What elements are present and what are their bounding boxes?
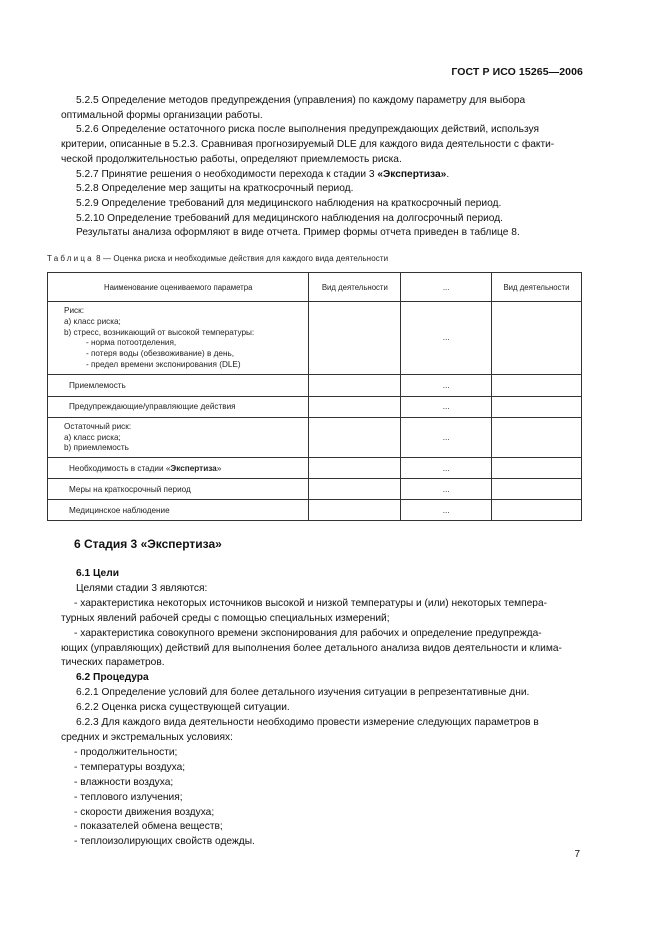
empty-cell bbox=[491, 374, 581, 396]
table-row bbox=[48, 417, 582, 457]
empty-cell bbox=[309, 396, 401, 417]
table-header-activity-n: Вид деятельности bbox=[491, 273, 581, 302]
para-5-2-7-term: «Экспертиза» bbox=[377, 168, 447, 180]
para-5-2-7-text: 5.2.7 Принятие решения о необходимости перехода к стадии 3 bbox=[76, 168, 378, 180]
param-item: - показателей обмена веществ; bbox=[74, 821, 223, 833]
page-number: 7 bbox=[574, 849, 580, 860]
row-label-end: » bbox=[216, 463, 222, 473]
cell-line: b) приемлемость bbox=[64, 443, 129, 453]
ellipsis-cell: ... bbox=[401, 374, 492, 396]
empty-cell bbox=[309, 302, 401, 375]
table-row bbox=[48, 500, 582, 521]
empty-cell bbox=[491, 417, 581, 457]
para-5-2-7 bbox=[61, 168, 585, 183]
ellipsis-cell: ... bbox=[401, 458, 492, 479]
row-label-text: Необходимость в стадии « bbox=[69, 463, 171, 473]
row-label bbox=[48, 458, 309, 479]
ellipsis-cell: ... bbox=[401, 302, 492, 375]
subsection-6-2-title: 6.2 Процедура bbox=[76, 672, 149, 684]
para-6-2-2: 6.2.2 Оценка риска существующей ситуации. bbox=[76, 702, 290, 714]
risk-table bbox=[47, 272, 582, 521]
table-header-ellipsis: ... bbox=[401, 273, 492, 302]
ellipsis-cell: ... bbox=[401, 417, 492, 457]
top-paragraphs bbox=[61, 94, 585, 241]
empty-cell bbox=[491, 302, 581, 375]
cell-line: - потеря воды (обезвоживание) в день, bbox=[86, 349, 235, 359]
section-6-body bbox=[61, 567, 585, 850]
table-caption-text: 8 — Оценка риска и необходимые действия для каждого вида деятельности bbox=[93, 254, 389, 263]
param-item: - теплового излучения; bbox=[74, 791, 183, 803]
para-5-2-10: 5.2.10 Определение требований для медицинского наблюдения на долгосрочный период. bbox=[76, 212, 504, 224]
goal-2: - характеристика совокупного времени экспонирования для рабочих и определение предупрежда- bbox=[74, 627, 542, 639]
cell-line: Остаточный риск: bbox=[64, 421, 132, 431]
param-item: - влажности воздуха; bbox=[74, 776, 174, 788]
table-row bbox=[48, 374, 582, 396]
cell-line: - норма потоотделения, bbox=[86, 338, 177, 348]
para-result: Результаты анализа оформляют в виде отчета. Пример формы отчета приведен в таблице 8. bbox=[76, 227, 520, 239]
goal-1: - характеристика некоторых источников высокой и низкой температуры и (или) некоторых темпера- bbox=[74, 597, 548, 609]
document-header: ГОСТ Р ИСО 15265—2006 bbox=[451, 66, 583, 78]
ellipsis-cell: ... bbox=[401, 396, 492, 417]
goal-2-cont2: тических параметров. bbox=[61, 657, 165, 669]
table-row bbox=[48, 302, 582, 375]
table-row bbox=[48, 396, 582, 417]
ellipsis-cell: ... bbox=[401, 500, 492, 521]
table-header-parameter: Наименование оцениваемого параметра bbox=[48, 273, 309, 302]
para-5-2-5: 5.2.5 Определение методов предупреждения (управления) по каждому параметру для выбора bbox=[76, 95, 526, 106]
row-label: Медицинское наблюдение bbox=[48, 500, 309, 521]
goals-intro: Целями стадии 3 являются: bbox=[76, 582, 208, 594]
goal-2-cont1: ющих (управляющих) действий для выполнения более детального анализа видов деятельности и клима- bbox=[61, 642, 562, 654]
empty-cell bbox=[309, 374, 401, 396]
table-row bbox=[48, 458, 582, 479]
table-caption-prefix: Таблица bbox=[47, 254, 94, 263]
para-6-2-3-cont: средних и экстремальных условиях: bbox=[61, 731, 233, 743]
param-item: - продолжительности; bbox=[74, 746, 178, 758]
para-5-2-8: 5.2.8 Определение мер защиты на краткосрочный период. bbox=[76, 183, 354, 195]
cell-line: а) класс риска; bbox=[64, 316, 121, 326]
param-item: - скорости движения воздуха; bbox=[74, 806, 215, 818]
empty-cell bbox=[309, 417, 401, 457]
row-label: Меры на краткосрочный период bbox=[48, 479, 309, 500]
ellipsis-cell: ... bbox=[401, 479, 492, 500]
empty-cell bbox=[309, 500, 401, 521]
para-5-2-5-cont: оптимальной формы организации работы. bbox=[61, 109, 263, 121]
cell-line: b) стресс, возникающий от высокой температуры: bbox=[64, 327, 255, 337]
para-5-2-6-cont1: критерии, описанные в 5.2.3. Сравнивая прогнозируемый DLE для каждого вида деятельности с факти- bbox=[61, 139, 555, 151]
empty-cell bbox=[491, 500, 581, 521]
para-5-2-6-cont2: ческой продолжительностью работы, определяют приемлемость риска. bbox=[61, 153, 402, 165]
param-item: - теплоизолирующих свойств одежды. bbox=[74, 836, 255, 848]
table-caption bbox=[47, 254, 388, 263]
empty-cell bbox=[491, 458, 581, 479]
row-label-term: Экспертиза bbox=[170, 463, 217, 473]
table-header-row bbox=[48, 273, 582, 302]
row-residual-risk-cell bbox=[48, 417, 309, 457]
goal-1-cont: турных явлений рабочей среды с помощью специальных измерений; bbox=[61, 612, 390, 624]
empty-cell bbox=[309, 479, 401, 500]
para-5-2-9: 5.2.9 Определение требований для медицинского наблюдения на краткосрочный период. bbox=[76, 197, 502, 209]
para-5-2-7-end: . bbox=[446, 168, 450, 180]
empty-cell bbox=[309, 458, 401, 479]
cell-line: Риск: bbox=[64, 306, 84, 315]
row-risk-cell bbox=[48, 302, 309, 375]
subsection-6-1-title: 6.1 Цели bbox=[76, 568, 119, 579]
row-label: Предупреждающие/управляющие действия bbox=[48, 396, 309, 417]
cell-line: а) класс риска; bbox=[64, 432, 121, 442]
row-label: Приемлемость bbox=[48, 374, 309, 396]
param-item: - температуры воздуха; bbox=[74, 761, 186, 773]
para-6-2-1: 6.2.1 Определение условий для более детального изучения ситуации в репрезентативные дни. bbox=[76, 687, 530, 699]
section-6-title: 6 Стадия 3 «Экспертиза» bbox=[74, 537, 222, 551]
cell-line: - предел времени экспонирования (DLE) bbox=[86, 359, 241, 369]
para-5-2-6: 5.2.6 Определение остаточного риска после выполнения предупреждающих действий, используя bbox=[76, 124, 540, 136]
empty-cell bbox=[491, 479, 581, 500]
para-6-2-3: 6.2.3 Для каждого вида деятельности необходимо провести измерение следующих параметров в bbox=[76, 717, 539, 729]
empty-cell bbox=[491, 396, 581, 417]
table-row bbox=[48, 479, 582, 500]
table-header-activity-1: Вид деятельности bbox=[309, 273, 401, 302]
